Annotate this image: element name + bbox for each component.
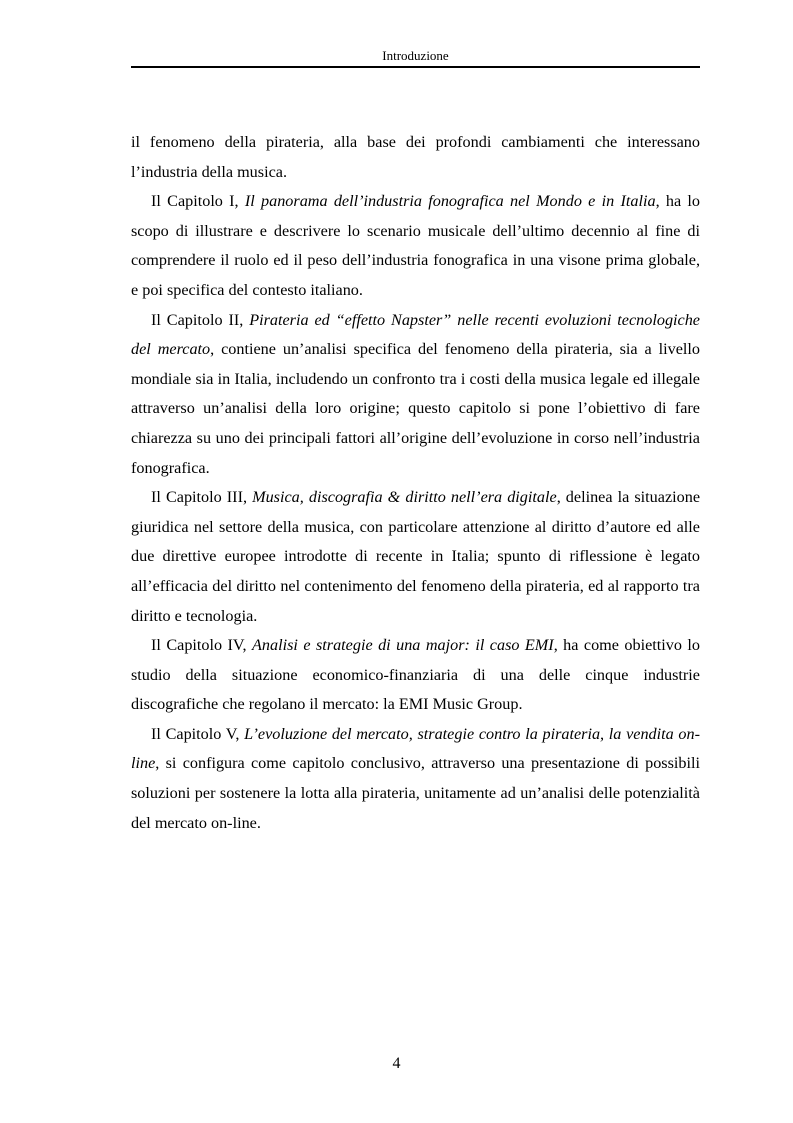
chapter-description: , ha come obiettivo lo studio della situazione economico-finanziaria di una delle cinque industrie discografiche che regolano il mercato: la EMI Music Group.: [131, 636, 700, 714]
page-number: 4: [392, 1055, 401, 1072]
chapter-intro: Il Capitolo I,: [151, 192, 245, 211]
paragraph-chapter-1: [131, 187, 700, 305]
chapter-description: , contiene un’analisi specifica del fenomeno della pirateria, sia a livello mondiale sia in Italia, includendo un confronto tra i costi della musica legale ed illegale attraverso un’analisi della loro origine; questo capitolo si pone l’obiettivo di fare chiarezza su uno dei principali fattori all’origine dell’evoluzione in corso nell’industria fonografica.: [131, 340, 700, 477]
chapter-intro: Il Capitolo III,: [151, 488, 253, 507]
header-rule: [131, 66, 700, 68]
paragraph-chapter-5: [131, 720, 700, 838]
body-text: [131, 128, 700, 838]
paragraph-chapter-4: [131, 631, 700, 720]
chapter-intro: Il Capitolo V,: [151, 724, 245, 743]
chapter-description: , delinea la situazione giuridica nel settore della musica, con particolare attenzione al diritto d’autore ed alle due direttive europee introdotte di recente in Italia; spunto di riflessione è legato all’efficacia del diritto nel contenimento del fenomeno della pirateria, ed al rapporto tra diritto e tecnologia.: [131, 488, 701, 625]
running-header: Introduzione: [382, 48, 449, 63]
chapter-intro: Il Capitolo IV,: [151, 636, 253, 655]
chapter-title: L’evoluzione del mercato, strategie contro la pirateria, la vendita on-line: [131, 724, 701, 773]
chapter-description: , si configura come capitolo conclusivo, attraverso una presentazione di possibili soluzioni per sostenere la lotta alla pirateria, unitamente ad un’analisi delle potenzialità del mercato on-line.: [131, 754, 700, 832]
paragraph-chapter-3: [131, 483, 700, 631]
paragraph-chapter-2: [131, 306, 700, 484]
chapter-title: Il panorama dell’industria fonografica nel Mondo e in Italia: [244, 192, 656, 211]
paragraph-continuation: il fenomeno della pirateria, alla base dei profondi cambiamenti che interessano l’industria della musica.: [131, 133, 700, 181]
chapter-intro: Il Capitolo II,: [151, 310, 250, 329]
chapter-title: Pirateria ed “effetto Napster” nelle recenti evoluzioni tecnologiche del mercato: [131, 310, 700, 359]
chapter-description: , ha lo scopo di illustrare e descrivere lo scenario musicale dell’ultimo decennio al fine di comprendere il ruolo ed il peso dell’industria fonografica in una visone prima globale, e poi specifica del contesto italiano.: [131, 192, 701, 299]
chapter-title: Analisi e strategie di una major: il caso EMI: [252, 636, 554, 655]
chapter-title: Musica, discografia & diritto nell’era digitale: [252, 488, 557, 507]
